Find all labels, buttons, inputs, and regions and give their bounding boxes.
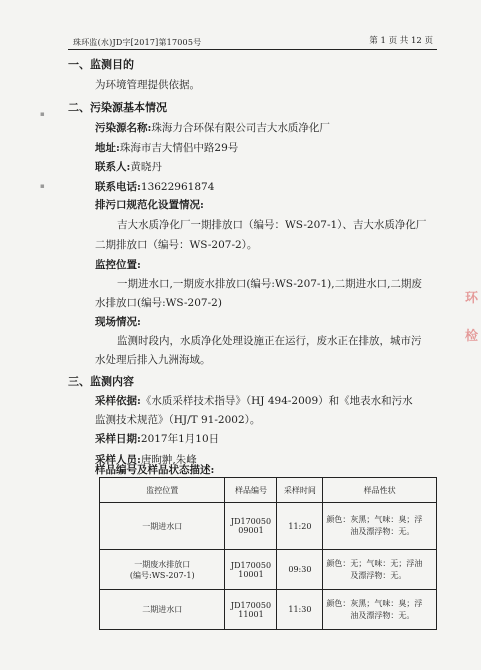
section-source-title: 二、污染源基本情况 <box>68 101 167 114</box>
source-name-value: 珠海力合环保有限公司吉大水质净化厂 <box>151 122 330 134</box>
row-position: 二期进水口 <box>100 590 225 630</box>
scan-speck: ▪ <box>40 182 45 190</box>
basis-label: 采样依据: <box>95 395 141 407</box>
date-label: 采样日期: <box>95 433 141 445</box>
table-row <box>100 550 437 590</box>
outlet-line-1: 吉大水质净化厂一期排放口（编号：WS-207-1）、吉大水质净化厂 <box>117 219 427 231</box>
row-description: 颜色：无；气味：无；浮油 及漂浮物：无。 <box>323 550 437 590</box>
row-sample-id: JD170050 10001 <box>225 550 277 590</box>
basis-line-1 <box>95 393 413 408</box>
red-seal-fragment: 环 检 <box>465 291 479 344</box>
contact-line <box>95 159 162 174</box>
table-row <box>100 590 437 630</box>
contact-label: 联系人: <box>95 161 131 173</box>
staff-label: 采样人员: <box>95 454 141 466</box>
col-sample-id: 样品编号 <box>225 478 277 503</box>
address-label: 地址: <box>95 142 120 154</box>
section-content-title: 三、监测内容 <box>68 375 134 388</box>
purpose-text: 为环境管理提供依据。 <box>95 79 200 91</box>
row-description: 颜色：灰黑；气味：臭；浮 油及漂浮物：无。 <box>323 503 437 550</box>
staff-value: 唐昫翀,朱峰 <box>140 454 197 466</box>
site-title: 现场情况: <box>95 316 141 328</box>
phone-label: 联系电话: <box>95 181 141 193</box>
date-value: 2017年1月10日 <box>140 433 220 445</box>
position-line-2: 水排放口(编号:WS-207-2) <box>95 297 222 309</box>
position-line-1: 一期进水口,一期废水排放口(编号:WS-207-1),二期进水口,二期废 <box>117 278 422 290</box>
phone-line <box>95 179 214 194</box>
sample-table <box>99 477 437 630</box>
outlet-line-2: 二期排放口（编号：WS-207-2）。 <box>95 239 258 251</box>
row-position: 一期进水口 <box>100 503 225 550</box>
basis-line-2: 监测技术规范》（HJ/T 91-2002）。 <box>95 414 261 426</box>
row-position: 一期废水排放口 (编号:WS-207-1) <box>100 550 225 590</box>
row-sample-id: JD170050 09001 <box>225 503 277 550</box>
header-divider <box>68 49 437 50</box>
date-line <box>95 431 219 446</box>
row-sample-id: JD170050 11001 <box>225 590 277 630</box>
col-description: 样品性状 <box>323 478 437 503</box>
row-time: 11:30 <box>277 590 323 630</box>
site-line-1: 监测时段内，水质净化处理设施正在运行，废水正在排放，城市污 <box>117 335 422 347</box>
site-line-2: 水处理后排入九洲海域。 <box>95 354 211 366</box>
address-value: 珠海市吉大情侣中路29号 <box>119 142 239 154</box>
sample-title: 样品编号及样品状态描述: <box>95 464 215 476</box>
row-time: 09:30 <box>277 550 323 590</box>
source-name-label: 污染源名称: <box>95 122 152 134</box>
scan-speck: ▪ <box>40 110 45 118</box>
contact-value: 黄晓丹 <box>130 161 162 173</box>
row-description: 颜色：灰黑；气味：臭；浮 油及漂浮物：无。 <box>323 590 437 630</box>
col-position: 监控位置 <box>100 478 225 503</box>
source-name-line <box>95 120 330 135</box>
col-time: 采样时间 <box>277 478 323 503</box>
page-indicator: 第 1 页 共 12 页 <box>369 36 433 46</box>
table-row <box>100 503 437 550</box>
row-time: 11:20 <box>277 503 323 550</box>
outlet-title: 排污口规范化设置情况: <box>95 199 204 211</box>
position-title: 监控位置: <box>95 259 141 271</box>
basis-value: 《水质采样技术指导》（HJ 494-2009）和《地表水和污水 <box>140 395 413 407</box>
table-header-row <box>100 478 437 503</box>
report-number: 珠环监(水)JD字[2017]第17005号 <box>73 38 202 47</box>
phone-value: 13622961874 <box>140 181 215 193</box>
address-line <box>95 140 238 155</box>
section-purpose-title: 一、监测目的 <box>68 58 134 71</box>
